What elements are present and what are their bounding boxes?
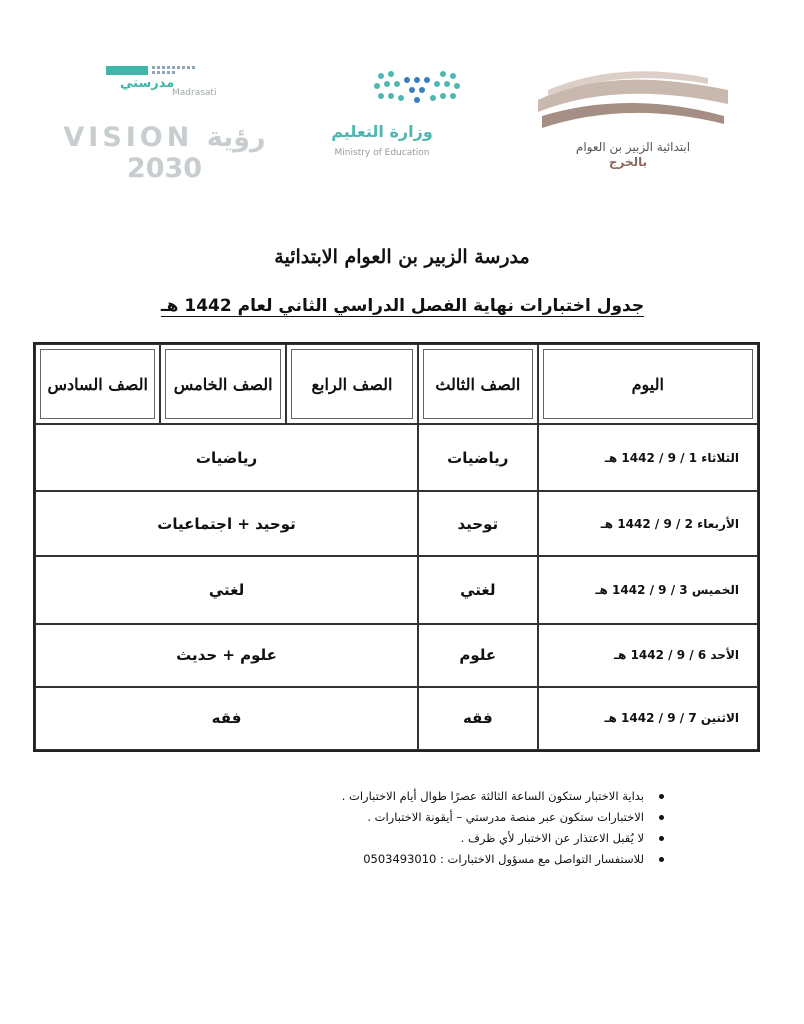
header-grade4: الصف الرابع (286, 344, 418, 424)
table-row (35, 687, 758, 750)
school-name: مدرسة الزبير بن العوام الابتدائية (274, 246, 530, 268)
grade3-subject: توحيد (418, 491, 537, 556)
schedule-title: جدول اختبارات نهاية الفصل الدراسي الثاني لعام 1442 هـ (160, 296, 645, 316)
header-day: اليوم (538, 344, 758, 424)
grades4to6-subject: علوم + حديث (35, 624, 418, 687)
school-logo-line2: بالخرج (608, 155, 648, 169)
grade3-subject: رياضيات (418, 424, 537, 491)
table-header-row (35, 344, 758, 424)
day-cell: الأربعاء 2 / 9 / 1442 هـ (538, 491, 758, 556)
vision-2030-logo (62, 120, 267, 184)
grades4to6-subject: رياضيات (35, 424, 418, 491)
grade3-subject: علوم (418, 624, 537, 687)
day-cell: الخميس 3 / 9 / 1442 هـ (538, 556, 758, 623)
exam-schedule-table (33, 342, 760, 752)
school-logo-line1: ابتدائية الزبير بن العوام (575, 140, 691, 154)
school-logo (528, 60, 733, 175)
grades4to6-subject: لغتي (35, 556, 418, 623)
madrasati-text-en: Madrasati (172, 88, 217, 98)
grades4to6-subject: توحيد + اجتماعيات (35, 491, 418, 556)
header-grade6: الصف السادس (35, 344, 160, 424)
header-grade5: الصف الخامس (160, 344, 285, 424)
table-row (35, 556, 758, 623)
day-cell: الاثنين 7 / 9 / 1442 هـ (538, 687, 758, 750)
day-cell: الأحد 6 / 9 / 1442 هـ (538, 624, 758, 687)
list-item: للاستفسار التواصل مع مسؤول الاختبارات : 0503493010 (330, 849, 670, 870)
notes-list (330, 786, 670, 870)
header-grade3: الصف الثالث (418, 344, 537, 424)
list-item: الاختبارات ستكون عبر منصة مدرستي – أيقونة الاختبارات . (330, 807, 670, 828)
madrasati-text-ar: مدرستي (120, 76, 175, 91)
moe-text-en: Ministry of Education (334, 148, 430, 158)
grades4to6-subject: فقه (35, 687, 418, 750)
list-item: بداية الاختبار ستكون الساعة الثالثة عصرًا طوال أيام الاختبارات . (330, 786, 670, 807)
ministry-of-education-logo (318, 70, 478, 165)
table-row (35, 624, 758, 687)
list-item: لا يُقبل الاعتذار عن الاختبار لأي ظرف . (330, 828, 670, 849)
vision-2030-text: VISION رؤية 2030 (63, 122, 266, 184)
day-cell: الثلاثاء 1 / 9 / 1442 هـ (538, 424, 758, 491)
table-row (35, 424, 758, 491)
table-row (35, 491, 758, 556)
madrasati-logo (100, 62, 230, 102)
grade3-subject: فقه (418, 687, 537, 750)
grade3-subject: لغتي (418, 556, 537, 623)
moe-text-ar: وزارة التعليم (331, 122, 433, 141)
